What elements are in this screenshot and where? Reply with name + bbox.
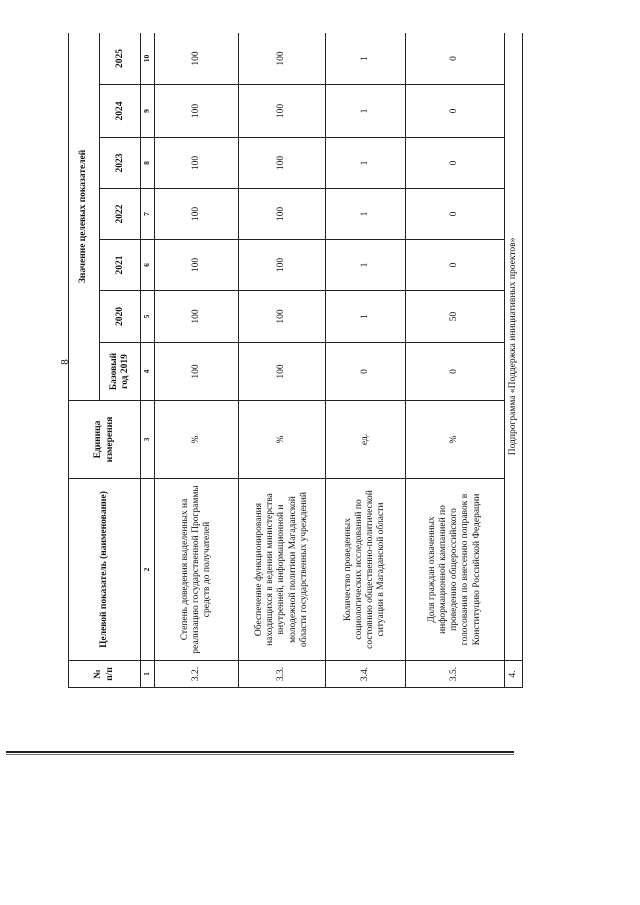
- table-row: [155, 33, 239, 688]
- scan-divider-line: [6, 751, 514, 753]
- header-num: № п/п: [69, 661, 141, 688]
- row-value: 100: [239, 291, 325, 343]
- row-value: 1: [325, 291, 405, 343]
- row-value: 100: [239, 189, 325, 240]
- row-unit: ед.: [325, 401, 405, 479]
- row-base: 0: [325, 343, 405, 401]
- table-row: [325, 33, 405, 688]
- target-indicators-table: [68, 33, 523, 688]
- row-value: 1: [325, 85, 405, 138]
- header-indicator: Целевой показатель (наименование): [69, 479, 141, 661]
- page-number: 8: [58, 359, 71, 365]
- row-value: 0: [405, 240, 504, 291]
- row-num: 3.3.: [239, 661, 325, 688]
- header-unit: Единица измерения: [69, 401, 141, 479]
- row-value: 100: [155, 291, 239, 343]
- row-value: 0: [405, 189, 504, 240]
- subprogram-row: [504, 33, 522, 688]
- header-year: 2021: [100, 240, 141, 291]
- row-unit: %: [239, 401, 325, 479]
- row-value: 100: [239, 138, 325, 189]
- rotated-table-container: [68, 33, 523, 688]
- row-value: 0: [405, 85, 504, 138]
- row-base: 100: [155, 343, 239, 401]
- row-unit: %: [155, 401, 239, 479]
- row-num: 3.5.: [405, 661, 504, 688]
- row-name: Обеспечение функционирования находящихся в ведении министерства внутренней, информационной и молодежной политики Магаданской области государственных учреждений: [239, 479, 325, 661]
- column-index-row: [141, 33, 155, 688]
- row-value: 100: [155, 189, 239, 240]
- column-index: 5: [141, 291, 155, 343]
- column-index: 4: [141, 343, 155, 401]
- header-base-year: Базовый год 2019: [100, 343, 141, 401]
- row-value: 100: [155, 85, 239, 138]
- column-index: 1: [141, 661, 155, 688]
- row-name: Доля граждан охваченных информационной кампанией по проведению общероссийского голосования по внесению поправок в Конституцию Российской Федерации: [405, 479, 504, 661]
- header-target-values: Значение целевых показателей: [69, 33, 100, 401]
- row-value: 0: [405, 33, 504, 85]
- header-year: 2024: [100, 85, 141, 138]
- column-index: 7: [141, 189, 155, 240]
- column-index: 3: [141, 401, 155, 479]
- row-unit: %: [405, 401, 504, 479]
- rotated-table-inner: [68, 33, 523, 688]
- subprogram-num: 4.: [504, 661, 522, 688]
- row-base: 100: [239, 343, 325, 401]
- column-index: 10: [141, 33, 155, 85]
- header-year: 2022: [100, 189, 141, 240]
- subprogram-title: Подпрограмма «Поддержка инициативных проектов»: [504, 33, 522, 661]
- row-name: Количество проведенных социологических исследований по состоянию общественно-политической ситуации в Магаданской области: [325, 479, 405, 661]
- row-num: 3.2.: [155, 661, 239, 688]
- row-value: 100: [155, 138, 239, 189]
- row-value: 1: [325, 240, 405, 291]
- column-index: 8: [141, 138, 155, 189]
- row-value: 100: [155, 33, 239, 85]
- row-value: 50: [405, 291, 504, 343]
- row-num: 3.4.: [325, 661, 405, 688]
- row-value: 100: [239, 85, 325, 138]
- row-value: 1: [325, 138, 405, 189]
- scan-divider-shadow: [6, 754, 514, 755]
- row-value: 1: [325, 189, 405, 240]
- header-row-top: [69, 33, 100, 688]
- row-value: 100: [239, 240, 325, 291]
- column-index: 9: [141, 85, 155, 138]
- row-value: 1: [325, 33, 405, 85]
- row-value: 100: [155, 240, 239, 291]
- table-row: [239, 33, 325, 688]
- header-year: 2023: [100, 138, 141, 189]
- header-year: 2020: [100, 291, 141, 343]
- row-base: 0: [405, 343, 504, 401]
- row-value: 100: [239, 33, 325, 85]
- table-row: [405, 33, 504, 688]
- column-index: 6: [141, 240, 155, 291]
- row-name: Степень доведения выделенных на реализацию государственной Программы средств до получателей: [155, 479, 239, 661]
- row-value: 0: [405, 138, 504, 189]
- column-index: 2: [141, 479, 155, 661]
- header-year: 2025: [100, 33, 141, 85]
